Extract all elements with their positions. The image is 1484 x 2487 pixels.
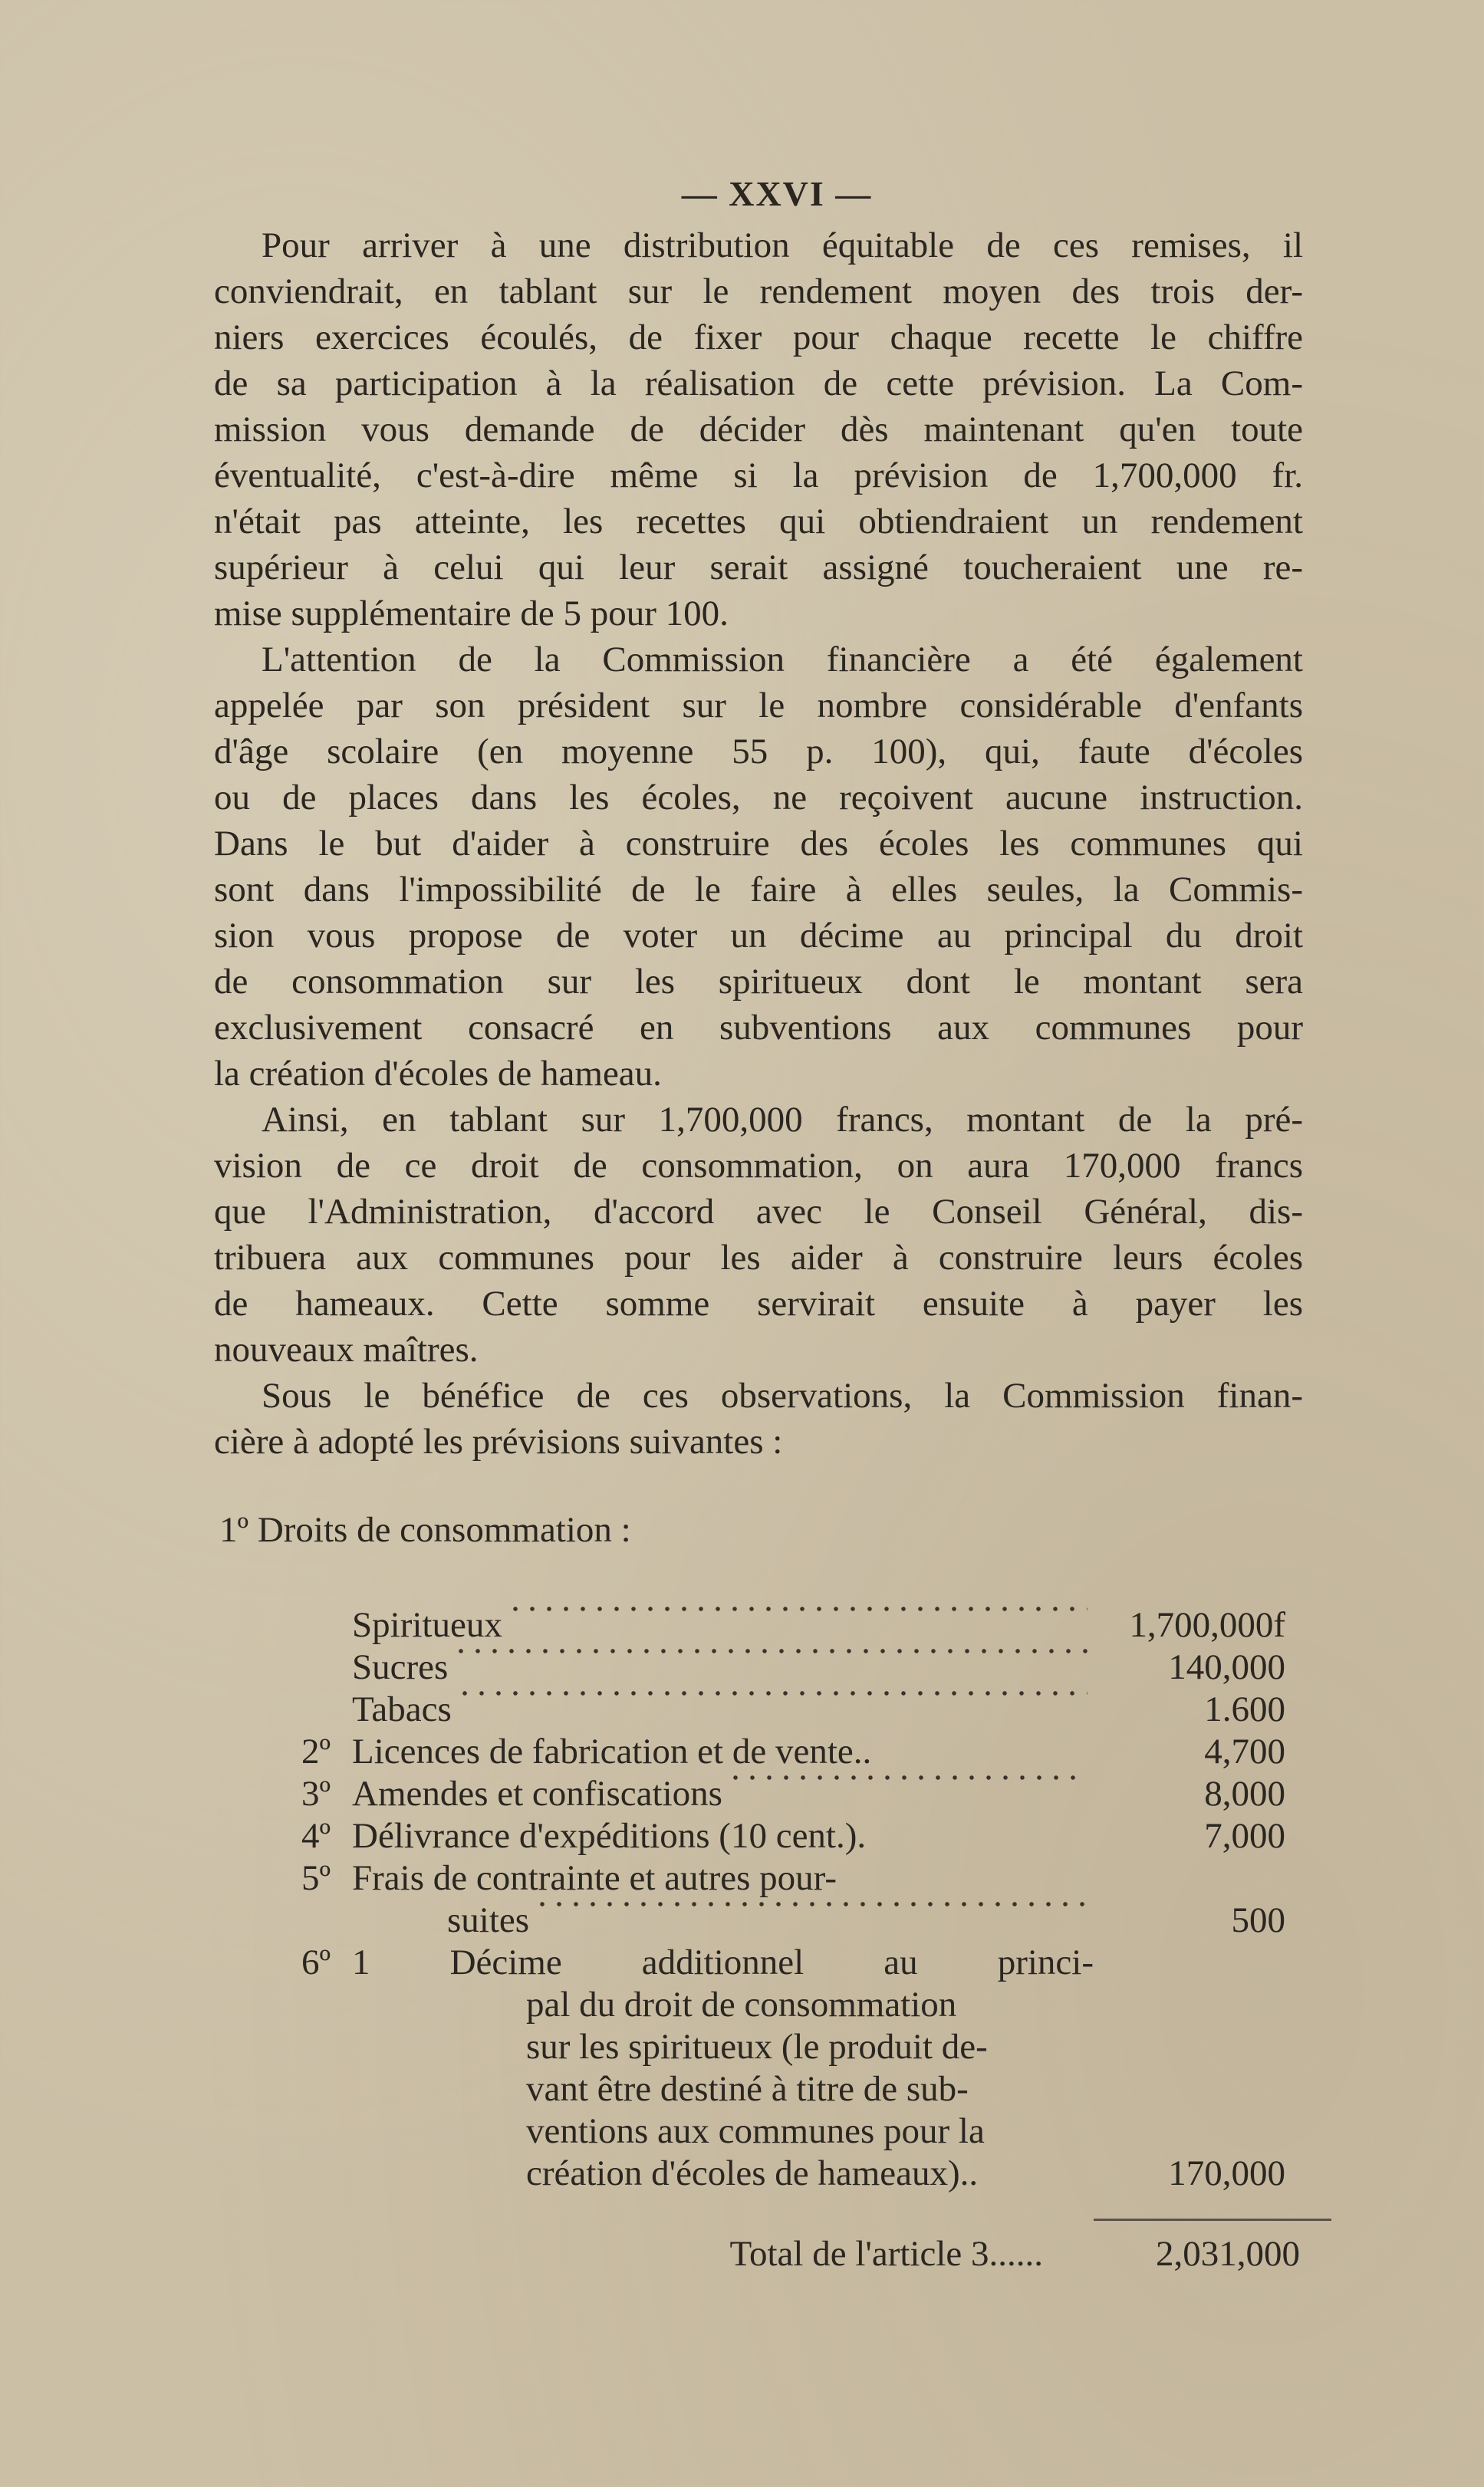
text-line: niers exercices écoulés, de fixer pour chaque recette le chiffre [214,317,1303,357]
section-heading: 1º Droits de consommation : [219,1510,631,1550]
page-number-header: — XXVI — [681,174,873,213]
table-row-decime-cont [301,2110,1300,2153]
table-row-frais [301,1857,1300,1900]
dot-leader [534,1900,1087,1909]
total-rule [1094,2219,1331,2221]
paragraph [214,1097,1303,1373]
row-number: 6º [301,1943,331,1982]
text-line: sion vous propose de voter un décime au principal du droit [214,916,1303,956]
paragraph [214,222,1303,637]
text-line: de hameaux. Cette somme servirait ensuite à payer les [214,1284,1303,1324]
text-line: ou de places dans les écoles, ne reçoivent aucune instruction. [214,778,1303,817]
text-line: mise supplémentaire de 5 pour 100. [214,594,729,633]
row-label: ventions aux communes pour la [526,2111,985,2151]
total-amount: 2,031,000 [1156,2234,1300,2274]
table-row-delivrance [301,1815,1300,1857]
text-line: cière à adopté les prévisions suivantes : [214,1422,783,1462]
row-label: Amendes et confiscations [352,1774,722,1814]
text-line: Pour arriver à une distribution équitable de ces remises, il [262,225,1303,265]
total-row [301,2233,1300,2275]
row-amount: 140,000 [1168,1647,1285,1687]
text-line: appelée par son président sur le nombre considérable d'enfants [214,686,1303,725]
dot-leader [727,1773,1087,1782]
text-line: éventualité, c'est-à-dire même si la prévision de 1,700,000 fr. [214,456,1303,495]
table-row-decime-cont [301,2153,1300,2195]
row-label: Sucres [352,1647,449,1687]
table-row-decime-cont [301,2068,1300,2110]
row-label: Licences de fabrication et de vente.. [352,1732,872,1771]
row-amount: 7,000 [1204,1816,1285,1856]
text-line: vision de ce droit de consommation, on aura 170,000 francs [214,1146,1303,1186]
row-amount: 1.600 [1204,1689,1285,1729]
row-label: 1 Décime additionnel au princi- [352,1943,1094,1982]
row-label: création d'écoles de hameaux).. [526,2153,979,2193]
text-line: tribuera aux communes pour les aider à construire leurs écoles [214,1238,1303,1278]
text-line: mission vous demande de décider dès maintenant qu'en toute [214,410,1303,449]
row-label: Tabacs [352,1689,452,1729]
row-amount: 4,700 [1204,1732,1285,1771]
row-label: Spiritueux [352,1605,502,1645]
text-line: supérieur à celui qui leur serait assigné toucheraient une re- [214,548,1303,587]
row-amount: 8,000 [1204,1774,1285,1814]
row-amount: 170,000 [1168,2153,1285,2193]
row-label: Frais de contrainte et autres pour- [352,1858,837,1898]
paragraph [214,1373,1303,1465]
total-label: Total de l'article 3...... [729,2234,1043,2274]
text-line: de sa participation à la réalisation de cette prévision. La Com- [214,364,1303,403]
row-label: sur les spiritueux (le produit de- [526,2027,988,2067]
text-line: exclusivement consacré en subventions aux communes pour [214,1008,1303,1048]
text-line: L'attention de la Commission financière a été également [262,640,1303,679]
text-line: nouveaux maîtres. [214,1330,479,1370]
row-label: pal du droit de consommation [526,1985,957,2025]
table-row-frais-cont [301,1900,1300,1942]
row-number: 5º [301,1858,331,1898]
text-line: Dans le but d'aider à construire des écoles les communes qui [214,824,1303,864]
table-row-decime [301,1942,1300,1984]
row-label: Délivrance d'expéditions (10 cent.). [352,1816,867,1856]
text-line: la création d'écoles de hameau. [214,1054,662,1094]
row-amount: 500 [1231,1900,1285,1940]
text-line: Ainsi, en tablant sur 1,700,000 francs, montant de la pré- [262,1100,1303,1140]
row-amount: 1,700,000f [1129,1605,1285,1645]
text-line: d'âge scolaire (en moyenne 55 p. 100), qui, faute d'écoles [214,732,1303,771]
text-line: de consommation sur les spiritueux dont le montant sera [214,962,1303,1002]
budget-table [301,1604,1300,2195]
table-row-tabacs [301,1689,1300,1731]
row-number: 4º [301,1816,331,1856]
table-row-decime-cont [301,2026,1300,2068]
table-row-sucres [301,1646,1300,1689]
dot-leader [452,1646,1087,1656]
row-label: vant être destiné à titre de sub- [526,2069,969,2109]
text-line: conviendrait, en tablant sur le rendement moyen des trois der- [214,271,1303,311]
dot-leader [507,1604,1087,1614]
table-row-spiritueux [301,1604,1300,1646]
table-row-decime-cont [301,1984,1300,2026]
row-number: 2º [301,1732,331,1771]
body-text [214,222,1303,1465]
row-label: suites [447,1900,530,1940]
table-row-licences [301,1731,1300,1773]
table-row-amendes [301,1773,1300,1815]
text-line: sont dans l'impossibilité de le faire à elles seules, la Commis- [214,870,1303,910]
text-line: n'était pas atteinte, les recettes qui obtiendraient un rendement [214,502,1303,541]
paragraph [214,637,1303,1097]
text-line: Sous le bénéfice de ces observations, la Commission finan- [262,1376,1303,1416]
row-number: 3º [301,1774,331,1814]
dot-leader [456,1689,1087,1698]
text-line: que l'Administration, d'accord avec le Conseil Général, dis- [214,1192,1303,1232]
